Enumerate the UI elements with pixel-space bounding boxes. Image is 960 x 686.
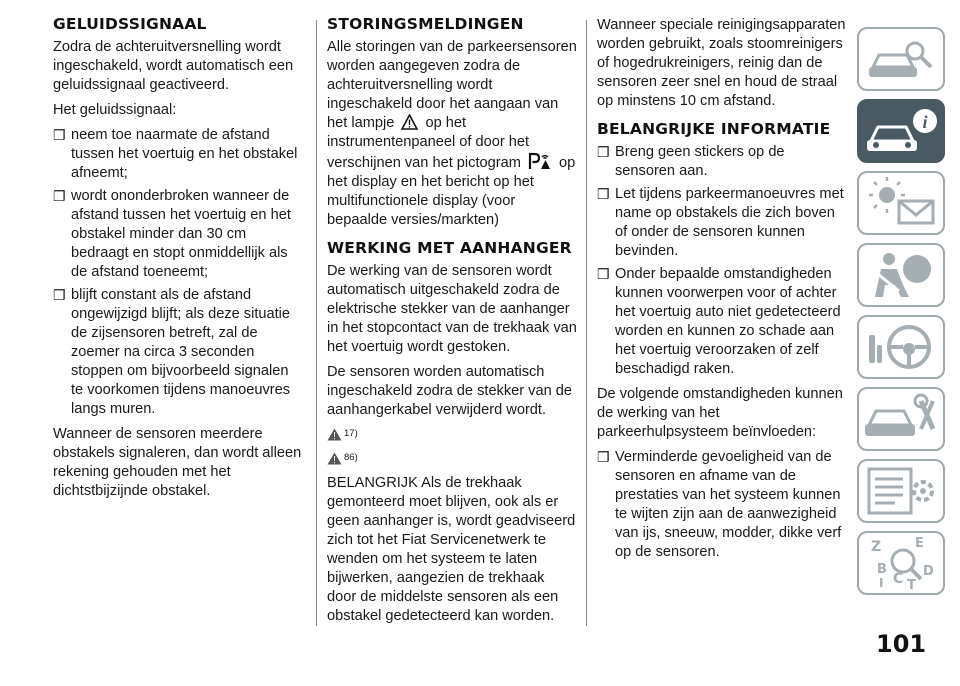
warning-lights-icon xyxy=(859,173,943,233)
svg-text:C: C xyxy=(893,571,904,587)
list-item: ❒ Onder bepaalde omstandigheden kunnen voorwerpen voor of achter het voertuig auto niet gedetecteerd worden en kunnen zo schade aan het voertuig veroorzaken of zelf beschadigd raken. xyxy=(597,266,841,377)
paragraph: Wanneer de sensoren meerdere obstakels signaleren, dan wordt alleen rekening gehouden met het dichtstbijzijnde obstakel. xyxy=(53,426,302,499)
heading-werking-met-aanhanger: WERKING MET AANHANGER xyxy=(327,239,572,257)
heading-belangrijke-informatie: BELANGRIJKE INFORMATIE xyxy=(597,120,831,138)
list-item: ❒ Let tijdens parkeermanoeuvres met name op obstakels die zich boven of onder de sensoren kunnen bevinden. xyxy=(597,186,844,259)
heading-storingsmeldingen: STORINGSMELDINGEN xyxy=(327,15,524,33)
checkbox-bullet-icon: ❒ xyxy=(597,449,610,465)
paragraph: De werking van de sensoren wordt automatisch uitgeschakeld zodra de elektrische stekker van de aanhanger in het stopcontact van de trekhaak van het voertuig wordt gestoken. xyxy=(327,263,577,355)
list-item: ❒ neem toe naarmate de afstand tussen het voertuig en het obstakel afneemt; xyxy=(53,127,298,181)
column-divider xyxy=(316,20,317,626)
steering-wheel-icon xyxy=(859,317,943,377)
checkbox-bullet-icon: ❒ xyxy=(597,266,610,282)
svg-text:Z: Z xyxy=(871,539,882,555)
svg-text:E: E xyxy=(915,536,924,551)
paragraph: Het geluidssignaal: xyxy=(53,102,177,118)
svg-text:i: i xyxy=(922,112,928,132)
svg-text:I: I xyxy=(879,576,884,590)
column-3 xyxy=(597,16,847,568)
checkbox-bullet-icon: ❒ xyxy=(597,144,610,160)
list-item: ❒ blijft constant als de afstand ongewijzigd blijft; als deze situatie de zijsensoren betreft, zal de zoemer na circa 3 seconden stoppen om bijvoorbeeld signalen te voorkomen tijdens manoeuvres langs muren. xyxy=(53,287,291,417)
svg-text:T: T xyxy=(907,578,916,593)
column-divider xyxy=(586,20,587,626)
column-2 xyxy=(327,16,577,632)
column-1 xyxy=(53,16,303,507)
list-item: ❒ wordt ononderbroken wanneer de afstand tussen het voertuig en het obstakel minder dan 30 cm bedraagt en stopt onmiddellijk als de afstand toeneemt; xyxy=(53,188,291,280)
maintenance-list-icon xyxy=(859,461,943,521)
tab-car-search[interactable] xyxy=(857,27,945,91)
bullet-list xyxy=(53,126,303,419)
warning-ref-17: 17) xyxy=(344,428,358,439)
note-reference xyxy=(327,450,577,466)
tab-maintenance-list[interactable] xyxy=(857,459,945,523)
parking-sensor-pictogram-icon xyxy=(528,152,552,170)
tab-airbag-safety[interactable] xyxy=(857,243,945,307)
paragraph: De sensoren worden automatisch ingeschakeld zodra de stekker van de aanhangerkabel verwijderd wordt. xyxy=(327,364,573,418)
tab-alphabet-index[interactable] xyxy=(857,531,945,595)
paragraph: Wanneer speciale reinigingsapparaten worden gebruikt, zoals stoomreinigers of hogedrukreinigers, reinig dan de sensoren zeer snel en houd de straal op minstens 10 cm afstand. xyxy=(597,17,846,109)
checkbox-bullet-icon: ❒ xyxy=(53,188,66,204)
checkbox-bullet-icon: ❒ xyxy=(597,186,610,202)
svg-text:B: B xyxy=(877,562,887,577)
note-ref-86: 86) xyxy=(344,452,358,463)
bullet-list xyxy=(597,143,847,379)
airbag-safety-icon xyxy=(859,245,943,305)
checkbox-bullet-icon: ❒ xyxy=(53,287,66,303)
paragraph: Zodra de achteruitversnelling wordt ingeschakeld, wordt automatisch een geluidssignaal geactiveerd. xyxy=(53,39,294,93)
list-item: ❒ Verminderde gevoeligheid van de sensoren en afname van de prestaties van het systeem kunnen te wijten zijn aan de aanwezigheid van ijs, sneeuw, modder, dikke verf op de sensoren. xyxy=(597,449,842,560)
car-info-icon xyxy=(859,101,943,161)
svg-text:D: D xyxy=(923,564,934,579)
alphabet-index-icon xyxy=(859,533,943,593)
car-service-icon xyxy=(859,389,943,449)
paragraph-storingen: Alle storingen van de parkeersensoren worden aangegeven zodra de achteruitversnelling wordt ingeschakeld door het aangaan van het lampje op het instrumentenpaneel of door het verschijnen van het pictogram op het display en het bericht op het multifunctionele display (voor bepaalde versies/markten) xyxy=(327,39,577,228)
warning-reference xyxy=(327,426,577,442)
checkbox-bullet-icon: ❒ xyxy=(53,127,66,143)
bullet-list xyxy=(597,448,847,562)
warning-icon xyxy=(327,428,342,441)
tab-warning-lights[interactable] xyxy=(857,171,945,235)
list-item: ❒ Breng geen stickers op de sensoren aan. xyxy=(597,144,785,179)
warning-triangle-icon xyxy=(401,114,418,130)
tab-car-info[interactable] xyxy=(857,99,945,163)
page-number: 101 xyxy=(876,630,927,658)
tab-steering-wheel[interactable] xyxy=(857,315,945,379)
note-icon xyxy=(327,452,342,465)
paragraph-belangrijk: BELANGRIJK Als de trekhaak gemonteerd moet blijven, ook als er geen aanhanger is, wordt geadviseerd zich tot het Fiat Servicenetwerk te wenden om het systeem te laten bijwerken, aangezien de trekhaak door de middelste sensoren als een obstakel gedetecteerd kan worden. xyxy=(327,475,576,624)
heading-geluidssignaal: GELUIDSSIGNAAL xyxy=(53,15,207,33)
car-search-icon xyxy=(859,29,943,89)
tab-car-service[interactable] xyxy=(857,387,945,451)
paragraph: De volgende omstandigheden kunnen de werking van het parkeerhulpsysteem beïnvloeden: xyxy=(597,386,843,440)
